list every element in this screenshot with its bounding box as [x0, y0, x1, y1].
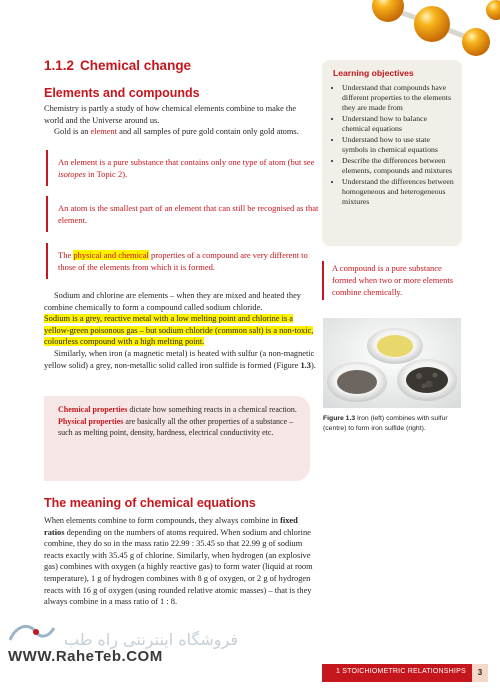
iron-text: Similarly, when iron (a magnetic metal) is heated with sulfur (a non-magnetic yellow solid) a grey, non-metallic solid called iron sulfide is formed (Figure 1.3).: [44, 348, 316, 370]
definition-element: An element is a pure substance that contains only one type of atom (but see isotopes in Topic 2).: [46, 150, 322, 186]
figure-caption: Figure 1.3 Iron (left) combines with sulfur (centre) to form iron sulfide (right).: [323, 415, 448, 432]
properties-box: [44, 396, 310, 481]
watermark-url[interactable]: WWW.RaheTeb.COM: [8, 648, 163, 665]
raheteb-logo: [6, 618, 58, 650]
heading-elements-compounds: Elements and compounds: [44, 86, 200, 100]
sodium-intro: Sodium and chlorine are elements – when they are mixed and heated they combine chemically to form a compound called sodium chloride.: [44, 291, 301, 312]
intro-text: Chemistry is partly a study of how chemical elements combine to make the world and the Universe around us.: [44, 104, 297, 125]
list-item: • Understand how to balance chemical equations: [342, 114, 454, 134]
term-element: element: [90, 127, 118, 137]
list-item: • Understand how to use state symbols in chemical equations: [342, 135, 454, 155]
definition-properties: The physical and chemical properties of a compound are very different to those of the elements from which it is formed.: [46, 243, 322, 279]
list-item: • Understand that compounds have different properties to the elements they are made from: [342, 83, 454, 114]
figure-label: Figure 1.3: [323, 415, 356, 422]
term-chemical-properties: Chemical properties: [58, 405, 128, 414]
learning-objectives-list: [330, 83, 454, 207]
definition-atom: An atom is the smallest part of an element that can still be recognised as that element.: [46, 196, 322, 232]
footer-chapter: 1 STOICHIOMETRIC RELATIONSHIPS: [336, 668, 466, 675]
physical-properties-text: Physical properties are basically all the other properties of a substance – such as melting point, density, hardness, electrical conductivity etc.: [58, 416, 294, 438]
section-number: 1.1.2: [44, 58, 75, 73]
iron-powder: [337, 370, 377, 394]
section-title-text: Chemical change: [80, 58, 192, 73]
figure-ref[interactable]: 1.3: [300, 360, 311, 370]
iron-sulfide-lumps: [406, 367, 448, 393]
section-title: [44, 58, 197, 73]
gold-text: Gold is an element and all samples of pure gold contain only gold atoms.: [54, 127, 299, 137]
page-number: 3: [472, 664, 488, 682]
equations-paragraph: When elements combine to form compounds, they always combine in fixed ratios depending on the numbers of atoms required. When sodium and chlorine combine, they do so in the mass ratio 22.99 : 35.45 so that 22.99 g of sodium reacts exactly with 35.45 g of chlorine. Similarly, when hydrogen (an explosive gas) combines with oxygen (a highly reactive gas) to form water (liquid at room temperature), 1 g of hydrogen combines with 8 g of oxygen, or 2 g of hydrogen reacts with 16 g of oxygen (using rounded relative atomic masses) – that is they always combine in a mass ratio of 1 : 8.: [44, 516, 313, 607]
chemical-properties-text: Chemical properties dictate how something reacts in a chemical reaction.: [58, 405, 297, 414]
watermark-persian: فروشگاه اینترنتی راه طب: [64, 630, 238, 649]
heading-chemical-equations: The meaning of chemical equations: [44, 496, 256, 510]
term-isotopes: isotopes: [58, 169, 86, 179]
term-fixed-ratios: fixed ratios: [44, 516, 298, 537]
sodium-paragraph: [44, 290, 316, 371]
molecule-decoration: [370, 0, 500, 60]
definition-compound: A compound is a pure substance formed when two or more elements combine chemically.: [322, 261, 462, 300]
learning-objectives-box: [322, 60, 462, 246]
sulfur-powder: [377, 335, 413, 357]
term-physical-properties: Physical properties: [58, 416, 124, 426]
highlight-physical-chemical: physical and chemical: [73, 250, 149, 260]
intro-paragraph: [44, 103, 312, 138]
figure-photo: [323, 318, 461, 408]
sodium-highlight: Sodium is a grey, reactive metal with a low melting point and chlorine is a yellow-green poisonous gas – but sodium chloride (common salt) is a non-toxic, colourless compound with a high melting point.: [44, 314, 314, 347]
list-item: • Describe the differences between elements, compounds and mixtures: [342, 156, 454, 176]
list-item: • Understand the differences between homogeneous and heterogeneous mixtures: [342, 177, 454, 208]
learning-objectives-title: Learning objectives: [333, 68, 414, 78]
